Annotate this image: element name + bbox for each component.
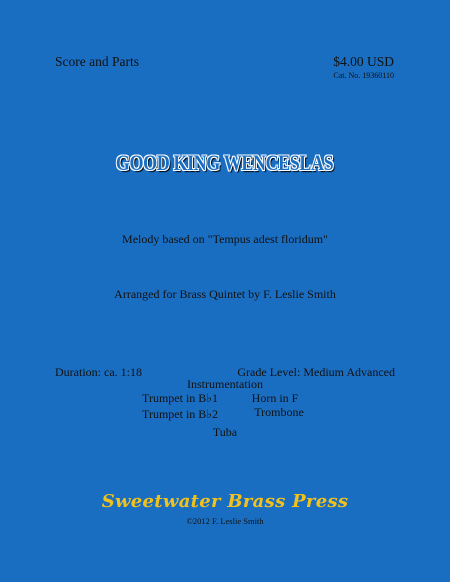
instrument-trombone: Trombone — [254, 405, 304, 419]
instrument-trumpet-2: Trumpet in B♭2 — [142, 407, 218, 421]
title-block — [0, 150, 450, 176]
copyright-notice: ©2012 F. Leslie Smith — [186, 516, 264, 526]
piece-title: GOOD KING WENCESLAS — [116, 150, 334, 175]
instrument-tuba: Tuba — [212, 425, 238, 439]
arranger-note: Arranged for Brass Quintet by F. Leslie Smith — [114, 287, 336, 301]
publisher-logo: Sweetwater Brass Press — [101, 491, 349, 512]
publisher-block — [0, 491, 450, 512]
catalog-number: Cat. No. 19360110 — [333, 71, 394, 80]
grade-level: Grade Level: Medium Advanced — [237, 365, 395, 379]
instrumentation-heading: Instrumentation — [187, 377, 263, 391]
price: $4.00 USD — [333, 54, 394, 69]
instrument-trumpet-1: Trumpet in B♭1 — [142, 391, 218, 405]
score-and-parts-label: Score and Parts — [55, 54, 139, 69]
duration: Duration: ca. 1:18 — [55, 365, 142, 379]
instrument-horn: Horn in F — [251, 391, 299, 405]
melody-note: Melody based on "Tempus adest floridum" — [122, 232, 328, 246]
